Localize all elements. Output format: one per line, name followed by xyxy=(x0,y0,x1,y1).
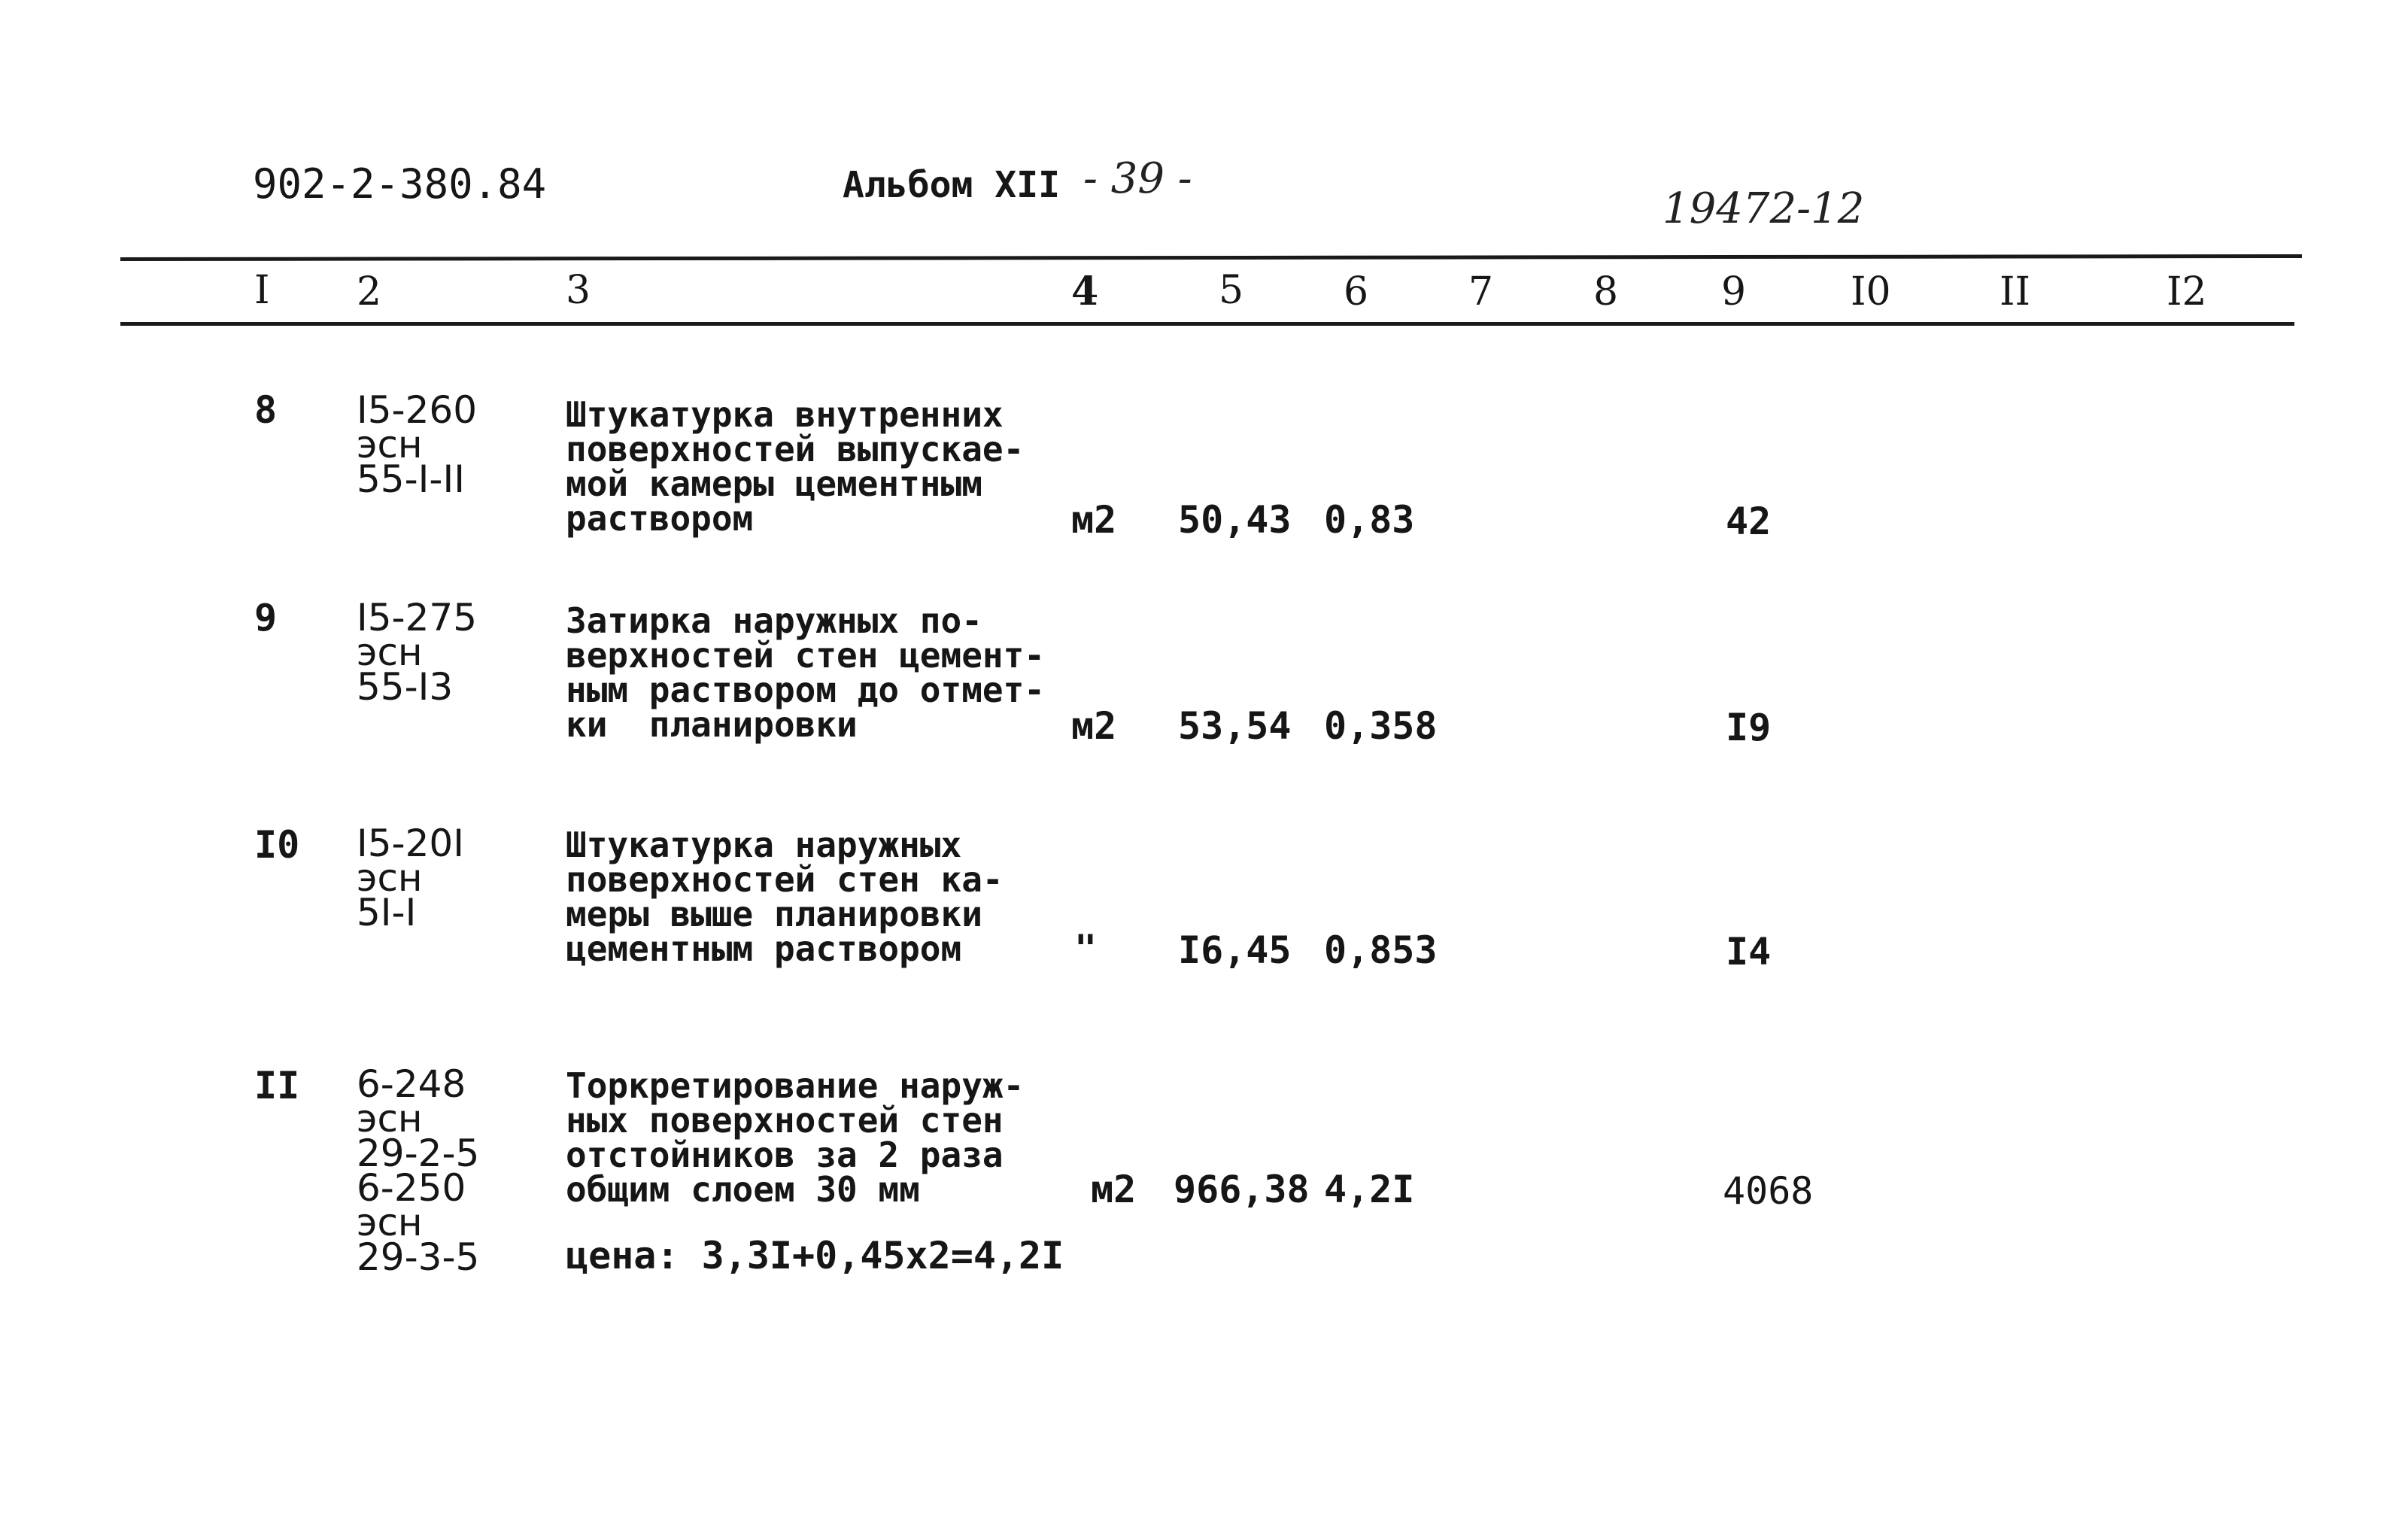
row-price: 0,358 xyxy=(1324,704,1438,748)
description-line: меры выше планировки xyxy=(566,894,982,934)
row-total: I4 xyxy=(1726,930,1772,974)
column-header: 6 xyxy=(1344,269,1369,314)
row-unit: м2 xyxy=(1071,498,1117,542)
row-price: 4,2I xyxy=(1324,1168,1415,1211)
description-line: Торкретирование наруж- xyxy=(566,1065,1025,1106)
description-line: поверхностей выпускае- xyxy=(566,429,1025,469)
column-header: I0 xyxy=(1851,269,1891,314)
description-line: поверхностей стен ка- xyxy=(566,859,1004,900)
code-line: 55-I3 xyxy=(357,665,454,709)
row-code xyxy=(357,596,478,709)
row-quantity: 966,38 xyxy=(1174,1168,1310,1211)
row-number: I0 xyxy=(254,823,300,867)
description-line: ных поверхностей стен xyxy=(566,1100,1004,1141)
page-number: - 39 - xyxy=(1083,154,1192,203)
row-number: II xyxy=(254,1064,300,1107)
description-line: цементным раствором xyxy=(566,928,962,969)
code-line: эсн xyxy=(357,423,423,466)
code-line: I5-20I xyxy=(357,822,464,865)
column-header: 7 xyxy=(1468,269,1494,314)
row-description xyxy=(566,825,1004,969)
row-total: 4068 xyxy=(1723,1169,1814,1213)
row-code xyxy=(357,822,464,934)
row-description xyxy=(566,600,1045,745)
code-line: 29-3-5 xyxy=(357,1235,480,1279)
code-line: эсн xyxy=(357,630,423,674)
description-line: ки планировки xyxy=(566,704,858,745)
row-unit: м2 xyxy=(1091,1168,1137,1211)
code-line: 6-250 xyxy=(357,1166,466,1210)
code-line: I5-275 xyxy=(357,596,478,639)
code-line: эсн xyxy=(357,1097,423,1141)
row-price: 0,853 xyxy=(1324,928,1438,972)
row-description xyxy=(566,394,1025,539)
row-total: I9 xyxy=(1726,706,1772,749)
code-line: 6-248 xyxy=(357,1062,466,1106)
column-header: 5 xyxy=(1219,268,1244,313)
description-line: общим слоем 30 мм xyxy=(566,1169,920,1210)
description-line: Затирка наружных по- xyxy=(566,600,982,641)
row-number: 8 xyxy=(254,388,278,432)
column-header: I xyxy=(254,268,270,313)
column-header: 9 xyxy=(1721,269,1747,314)
description-line: Штукатурка наружных xyxy=(566,825,962,865)
description-line: мой камеры цементным xyxy=(566,463,982,504)
column-header: I2 xyxy=(2167,269,2207,314)
row-quantity: 53,54 xyxy=(1178,704,1292,748)
header-bottom-rule xyxy=(120,322,2294,326)
row-number: 9 xyxy=(254,596,278,639)
album-label: Альбом XII xyxy=(843,164,1060,206)
description-line: верхностей стен цемент- xyxy=(566,635,1045,676)
row-unit: " xyxy=(1074,927,1098,971)
column-header: 8 xyxy=(1593,269,1619,314)
row-quantity: I6,45 xyxy=(1178,928,1292,972)
description-line: отстойников за 2 раза xyxy=(566,1135,1004,1175)
code-line: 55-I-II xyxy=(357,457,465,501)
code-line: эсн xyxy=(357,856,423,900)
code-line: 29-2-5 xyxy=(357,1132,480,1175)
code-line: 5I-I xyxy=(357,891,417,934)
handwritten-number: 19472-12 xyxy=(1663,184,1865,233)
row-description xyxy=(566,1065,1025,1210)
code-line: I5-260 xyxy=(357,388,478,432)
row-quantity: 50,43 xyxy=(1178,498,1292,542)
column-header: 3 xyxy=(566,268,591,313)
row-unit: м2 xyxy=(1071,704,1117,748)
description-line: ным раствором до отмет- xyxy=(566,670,1045,710)
document-code: 902-2-380.84 xyxy=(253,160,547,208)
header-top-rule xyxy=(120,254,2302,261)
row-price: 0,83 xyxy=(1324,498,1415,542)
row-total: 42 xyxy=(1726,500,1772,543)
row-code xyxy=(357,1062,480,1279)
column-header: 4 xyxy=(1071,269,1099,314)
row-code xyxy=(357,388,478,501)
description-line: раствором xyxy=(566,498,754,539)
description-line: Штукатурка внутренних xyxy=(566,394,1004,435)
column-header: 2 xyxy=(357,269,382,314)
code-line: эсн xyxy=(357,1201,423,1244)
column-header: II xyxy=(2000,269,2031,314)
row-price-note: цена: 3,3I+0,45x2=4,2I xyxy=(566,1234,1064,1277)
